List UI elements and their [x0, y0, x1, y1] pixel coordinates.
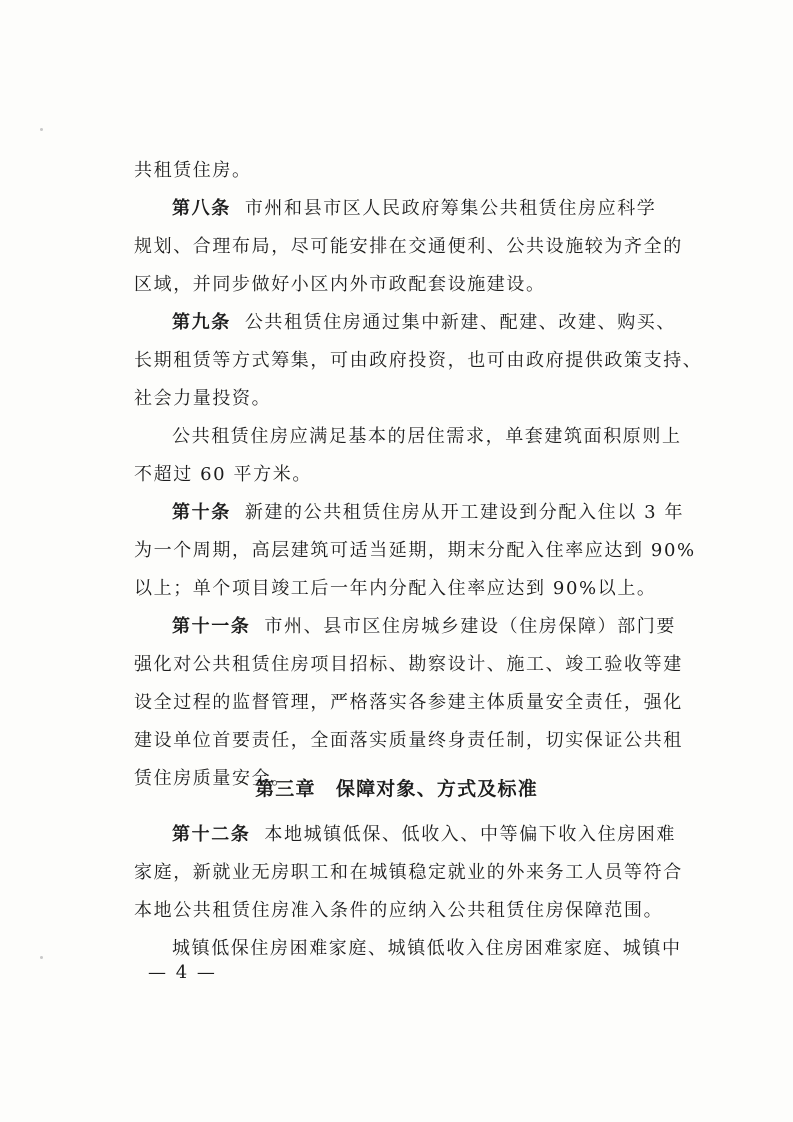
- text-line: [134, 228, 684, 266]
- line-text: 强化对公共租赁住房项目招标、勘察设计、施工、竣工验收等建: [134, 654, 683, 675]
- text-line: [134, 418, 684, 456]
- line-text: 共租赁住房。: [134, 160, 252, 181]
- text-line: [134, 854, 684, 892]
- line-text: 市州、县市区住房城乡建设（住房保障）部门要: [264, 616, 677, 637]
- line-text: 规划、合理布局，尽可能安排在交通便利、公共设施较为齐全的: [134, 236, 683, 257]
- text-line: [134, 494, 684, 532]
- body-text-top: [134, 152, 703, 798]
- text-line: [134, 722, 684, 760]
- text-line: [134, 892, 684, 930]
- line-text: 以上；单个项目竣工后一年内分配入住率应达到 90%以上。: [134, 578, 657, 599]
- line-text: 公共租赁住房应满足基本的居住需求，单套建筑面积原则上: [172, 426, 682, 447]
- page-number: — 4 —: [148, 962, 217, 983]
- line-text: 本地城镇低保、低收入、中等偏下收入住房困难: [264, 824, 677, 845]
- line-text: 长期租赁等方式筹集，可由政府投资，也可由政府提供政策支持、: [134, 350, 703, 371]
- text-line: [134, 570, 684, 608]
- line-text: 社会力量投资。: [134, 388, 272, 409]
- article-number: 第十二条: [172, 824, 251, 845]
- text-line: [134, 380, 684, 418]
- body-text-bottom: [134, 816, 684, 968]
- text-line: [134, 816, 684, 854]
- text-line: [134, 152, 684, 190]
- line-text: 建设单位首要责任，全面落实质量终身责任制，切实保证公共租: [134, 730, 683, 751]
- text-line: [134, 342, 703, 380]
- line-text: 为一个周期，高层建筑可适当延期，期末分配入住率应达到 90%: [134, 540, 696, 561]
- chapter-title: 第三章 保障对象、方式及标准: [255, 778, 538, 800]
- line-text: 设全过程的监督管理，严格落实各参建主体质量安全责任，强化: [134, 692, 683, 713]
- line-text: 区域，并同步做好小区内外市政配套设施建设。: [134, 274, 546, 295]
- article-number: 第八条: [172, 198, 231, 219]
- line-text: 家庭，新就业无房职工和在城镇稳定就业的外来务工人员等符合: [134, 862, 683, 883]
- text-line: [134, 532, 696, 570]
- line-text: 赁住房质量安全。: [134, 768, 291, 789]
- line-text: 本地公共租赁住房准入条件的应纳入公共租赁住房保障范围。: [134, 900, 664, 921]
- line-text: 市州和县市区人民政府筹集公共租赁住房应科学: [244, 198, 657, 219]
- line-text: 公共租赁住房通过集中新建、配建、改建、购买、: [244, 312, 677, 333]
- text-line: [134, 266, 684, 304]
- line-text: 不超过 60 平方米。: [134, 464, 312, 485]
- text-line: [134, 608, 684, 646]
- scan-dot: [40, 956, 43, 959]
- line-text: 新建的公共租赁住房从开工建设到分配入住以 3 年: [244, 502, 685, 523]
- scan-dot: [40, 128, 43, 131]
- article-number: 第九条: [172, 312, 231, 333]
- line-text: 城镇低保住房困难家庭、城镇低收入住房困难家庭、城镇中: [172, 938, 682, 959]
- text-line: [134, 684, 684, 722]
- text-line: [134, 456, 684, 494]
- article-number: 第十一条: [172, 616, 251, 637]
- text-line: [134, 190, 684, 228]
- text-line: [134, 646, 684, 684]
- article-number: 第十条: [172, 502, 231, 523]
- text-line: [134, 304, 684, 342]
